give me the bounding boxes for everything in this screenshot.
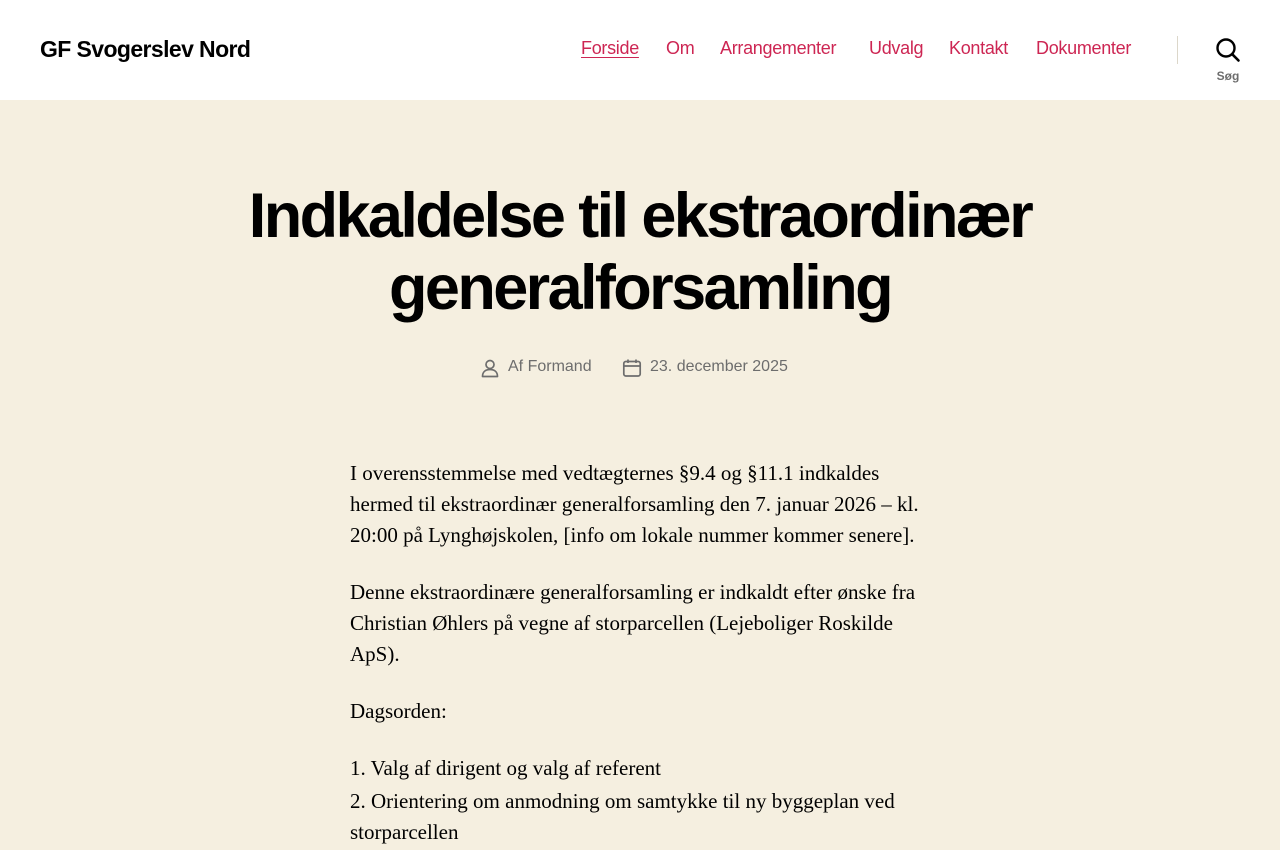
content-paragraph: Denne ekstraordinære generalforsamling er indkaldt efter ønske fra Christian Øhlers på vegne af storparcellen (Lejeboliger Roskilde ApS). xyxy=(350,580,916,666)
agenda-item: 1. Valg af dirigent og valg af referent xyxy=(350,756,661,780)
user-icon xyxy=(480,358,500,378)
site-header xyxy=(0,0,1280,100)
search-label: Søg xyxy=(1216,69,1240,83)
nav-item-arrangementer[interactable]: Arrangementer xyxy=(720,38,837,58)
nav-item-kontakt[interactable]: Kontakt xyxy=(949,38,1008,58)
post-title: Indkaldelse til ekstraordinær generalforsamling xyxy=(248,181,1032,323)
agenda-heading: Dagsorden: xyxy=(350,699,447,723)
site-title[interactable]: GF Svogerslev Nord xyxy=(40,36,251,62)
post-content xyxy=(350,458,930,850)
post-date-link[interactable]: 23. december 2025 xyxy=(650,358,788,375)
nav-item-udvalg[interactable]: Udvalg xyxy=(869,38,924,58)
nav-item-forside[interactable]: Forside xyxy=(581,38,639,58)
nav-item-om[interactable]: Om xyxy=(666,38,695,58)
search-button[interactable] xyxy=(1208,36,1248,86)
nav-item-dokumenter[interactable]: Dokumenter xyxy=(1036,38,1132,58)
agenda-item: 2. Orientering om anmodning om samtykke til ny byggeplan ved storparcellen xyxy=(350,789,895,844)
calendar-icon xyxy=(622,358,642,378)
header-divider xyxy=(1177,36,1178,64)
search-icon xyxy=(1215,37,1241,63)
content-paragraph: I overensstemmelse med vedtægternes §9.4 og §11.1 indkaldes hermed til ekstraordinær generalforsamling den 7. januar 2026 – kl. 20:00 på Lynghøjskolen, [info om lokale nummer kommer senere]. xyxy=(350,461,919,547)
post-meta xyxy=(0,356,1280,380)
post-author-link[interactable]: Af Formand xyxy=(508,358,592,375)
